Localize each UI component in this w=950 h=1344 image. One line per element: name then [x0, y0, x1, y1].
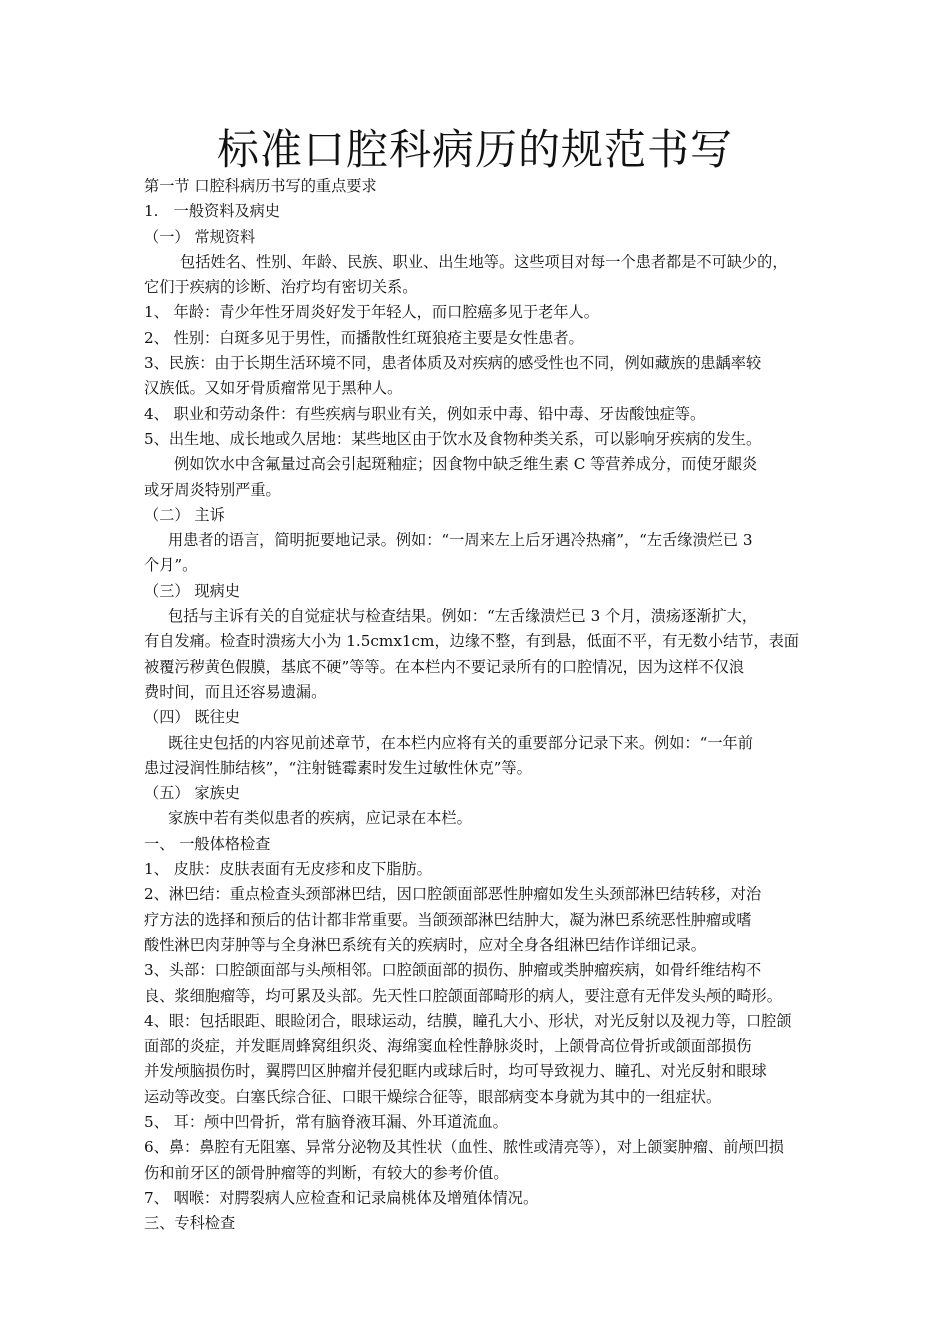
- paragraph-line: 包括姓名、性别、年龄、民族、职业、出生地等。这些项目对每一个患者都是不可缺少的，: [180, 252, 788, 271]
- paragraph-line: 个月”。: [144, 556, 198, 575]
- paragraph-line: 用患者的语言，简明扼要地记录。例如：“一周来左上后牙遇冷热痛”，“左舌缘溃烂已 3: [168, 531, 753, 550]
- paragraph-line: 汉族低。又如牙骨质瘤常见于黑种人。: [144, 379, 403, 398]
- paragraph-line: 疗方法的选择和预后的估计都非常重要。当颌颈部淋巴结肿大，凝为淋巴系统恶性肿瘤或嗜: [144, 910, 752, 929]
- section-heading: 一、 一般体格检查: [144, 834, 271, 853]
- list-item: 2、 性别：白斑多见于男性，而播散性红斑狼疮主要是女性患者。: [144, 328, 584, 347]
- list-item: 1、 年龄：青少年性牙周炎好发于年轻人，而口腔癌多见于老年人。: [144, 303, 599, 322]
- paragraph-line: 既往史包括的内容见前述章节，在本栏内应将有关的重要部分记录下来。例如：“一年前: [168, 733, 753, 752]
- paragraph-line: 家族中若有类似患者的疾病，应记录在本栏。: [168, 809, 472, 828]
- subsection-heading: （三） 现病史: [144, 581, 240, 600]
- paragraph-line: 面部的炎症，并发眶周蜂窝组织炎、海绵窦血栓性静脉炎时，上颌骨高位骨折或颌面部损伤: [144, 1037, 752, 1056]
- document-body: [144, 174, 810, 1236]
- list-item: 5、 耳：颅中凹骨折，常有脑脊液耳漏、外耳道流血。: [144, 1112, 508, 1131]
- paragraph-line: 包括与主诉有关的自觉症状与检查结果。例如：“左舌缘溃烂已 3 个月，溃疡逐渐扩大，: [168, 607, 758, 626]
- paragraph-line: 患过浸润性肺结核”，“注射链霉素时发生过敏性休克”等。: [144, 758, 532, 777]
- paragraph-line: 伤和前牙区的颌骨肿瘤等的判断，有较大的参考价值。: [144, 1163, 509, 1182]
- list-item: 2、淋巴结：重点检查头颈部淋巴结，因口腔颌面部恶性肿瘤如发生头颈部淋巴结转移，对治: [144, 885, 762, 904]
- list-item: 1、 皮肤：皮肤表面有无皮疹和皮下脂肪。: [144, 860, 432, 879]
- list-item: 7、 咽喉：对腭裂病人应检查和记录扁桃体及增殖体情况。: [144, 1188, 539, 1207]
- list-item: 6、鼻：鼻腔有无阻塞、异常分泌物及其性状（血性、脓性或清亮等），对上颌窦肿瘤、前颅凹损: [144, 1138, 784, 1157]
- subsection-heading: （四） 既往史: [144, 708, 240, 727]
- paragraph-line: 被覆污秽黄色假膜，基底不硬”等等。在本栏内不要记录所有的口腔情况，因为这样不仅浪: [144, 657, 745, 676]
- paragraph-line: 或牙周炎特别严重。: [144, 480, 281, 499]
- subsection-heading: （五） 家族史: [144, 784, 240, 803]
- paragraph-line: 有自发痛。检查时溃疡大小为 1.5cmx1cm，边缘不整，有到悬，低面不平，有无数小结节，表面: [144, 632, 799, 651]
- paragraph-line: 酸性淋巴肉芽肿等与全身淋巴系统有关的疾病时，应对全身各组淋巴结作详细记录。: [144, 935, 706, 954]
- list-item: 4、 职业和劳动条件：有些疾病与职业有关，例如汞中毒、铅中毒、牙齿酸蚀症等。: [144, 404, 706, 423]
- subsection-heading: （二） 主诉: [144, 505, 225, 524]
- subsection-heading: 1. 一般资料及病史: [144, 202, 280, 221]
- list-item: 4、眼：包括眼距、眼睑闭合，眼球运动，结膜，瞳孔大小、形状，对光反射以及视力等，口腔颌: [144, 1011, 792, 1030]
- paragraph-line: 良、浆细胞瘤等，均可累及头部。先天性口腔颌面部畸形的病人，要注意有无伴发头颅的畸形。: [144, 986, 782, 1005]
- section-heading: 第一节 口腔科病历书写的重点要求: [144, 177, 377, 195]
- paragraph-line: 它们于疾病的诊断、治疗均有密切关系。: [144, 278, 418, 297]
- paragraph-line: 运动等改变。白塞氏综合征、口眼干燥综合征等，眼部病变本身就为其中的一组症状。: [144, 1087, 722, 1106]
- list-item: 3、民族：由于长期生活环境不同，患者体质及对疾病的感受性也不同，例如藏族的患龋率较: [144, 354, 762, 373]
- list-item: 3、头部：口腔颌面部与头颅相邻。口腔颌面部的损伤、肿瘤或类肿瘤疾病，如骨纤维结构不: [144, 961, 762, 980]
- paragraph-line: 费时间，而且还容易遗漏。: [144, 682, 327, 701]
- paragraph-line: 并发颅脑损伤时，翼腭凹区肿瘤并侵犯眶内或球后时，均可导致视力、瞳孔、对光反射和眼球: [144, 1062, 767, 1081]
- list-item: 5、出生地、成长地或久居地：某些地区由于饮水及食物种类关系，可以影响牙疾病的发生。: [144, 429, 762, 448]
- document-title: 标准口腔科病历的规范书写: [216, 125, 733, 174]
- section-heading: 三、专科检查: [144, 1214, 236, 1233]
- subsection-heading: （一） 常规资料: [144, 227, 256, 246]
- paragraph-line: 例如饮水中含氟量过高会引起斑釉症；因食物中缺乏维生素 C 等营养成分，而使牙龈炎: [174, 455, 758, 474]
